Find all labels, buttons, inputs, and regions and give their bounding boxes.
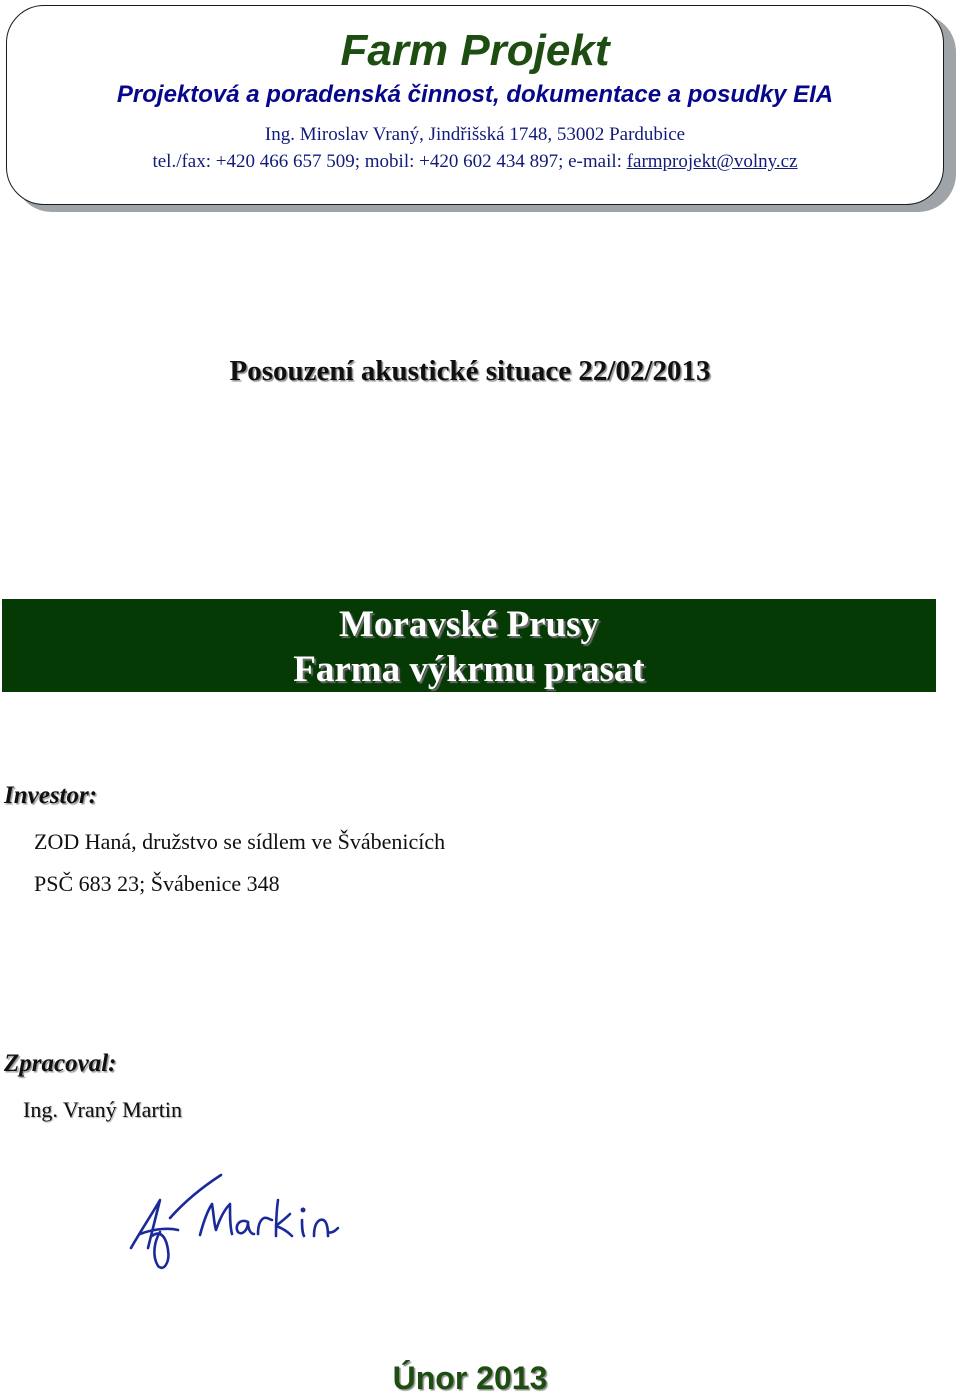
- email-link[interactable]: farmprojekt@volny.cz: [626, 151, 798, 172]
- project-banner: [2, 599, 936, 692]
- letterhead: [6, 5, 944, 205]
- investor-name: ZOD Haná, družstvo se sídlem ve Švábenicích: [34, 829, 446, 854]
- company-contact: [7, 150, 943, 174]
- investor-label: Investor:: [4, 782, 98, 809]
- signature-image: [126, 1170, 350, 1280]
- company-address: Ing. Miroslav Vraný, Jindřišská 1748, 53002 Pardubice: [264, 124, 686, 145]
- document-date: Únor 2013: [392, 1360, 548, 1396]
- author-label: Zpracoval:: [4, 1050, 117, 1077]
- investor-address: PSČ 683 23; Švábenice 348: [34, 871, 280, 896]
- company-name: Farm Projekt: [340, 26, 610, 75]
- company-tagline: Projektová a poradenská činnost, dokumentace a posudky EIA: [116, 81, 834, 108]
- project-name: Farma výkrmu prasat: [293, 649, 645, 690]
- project-location: Moravské Prusy: [339, 604, 599, 645]
- document-title: Posouzení akustické situace 22/02/2013: [229, 355, 711, 387]
- contact-phones: tel./fax: +420 466 657 509; mobil: +420 602 434 897; e-mail:: [152, 151, 627, 172]
- author-name: Ing. Vraný Martin: [23, 1097, 182, 1122]
